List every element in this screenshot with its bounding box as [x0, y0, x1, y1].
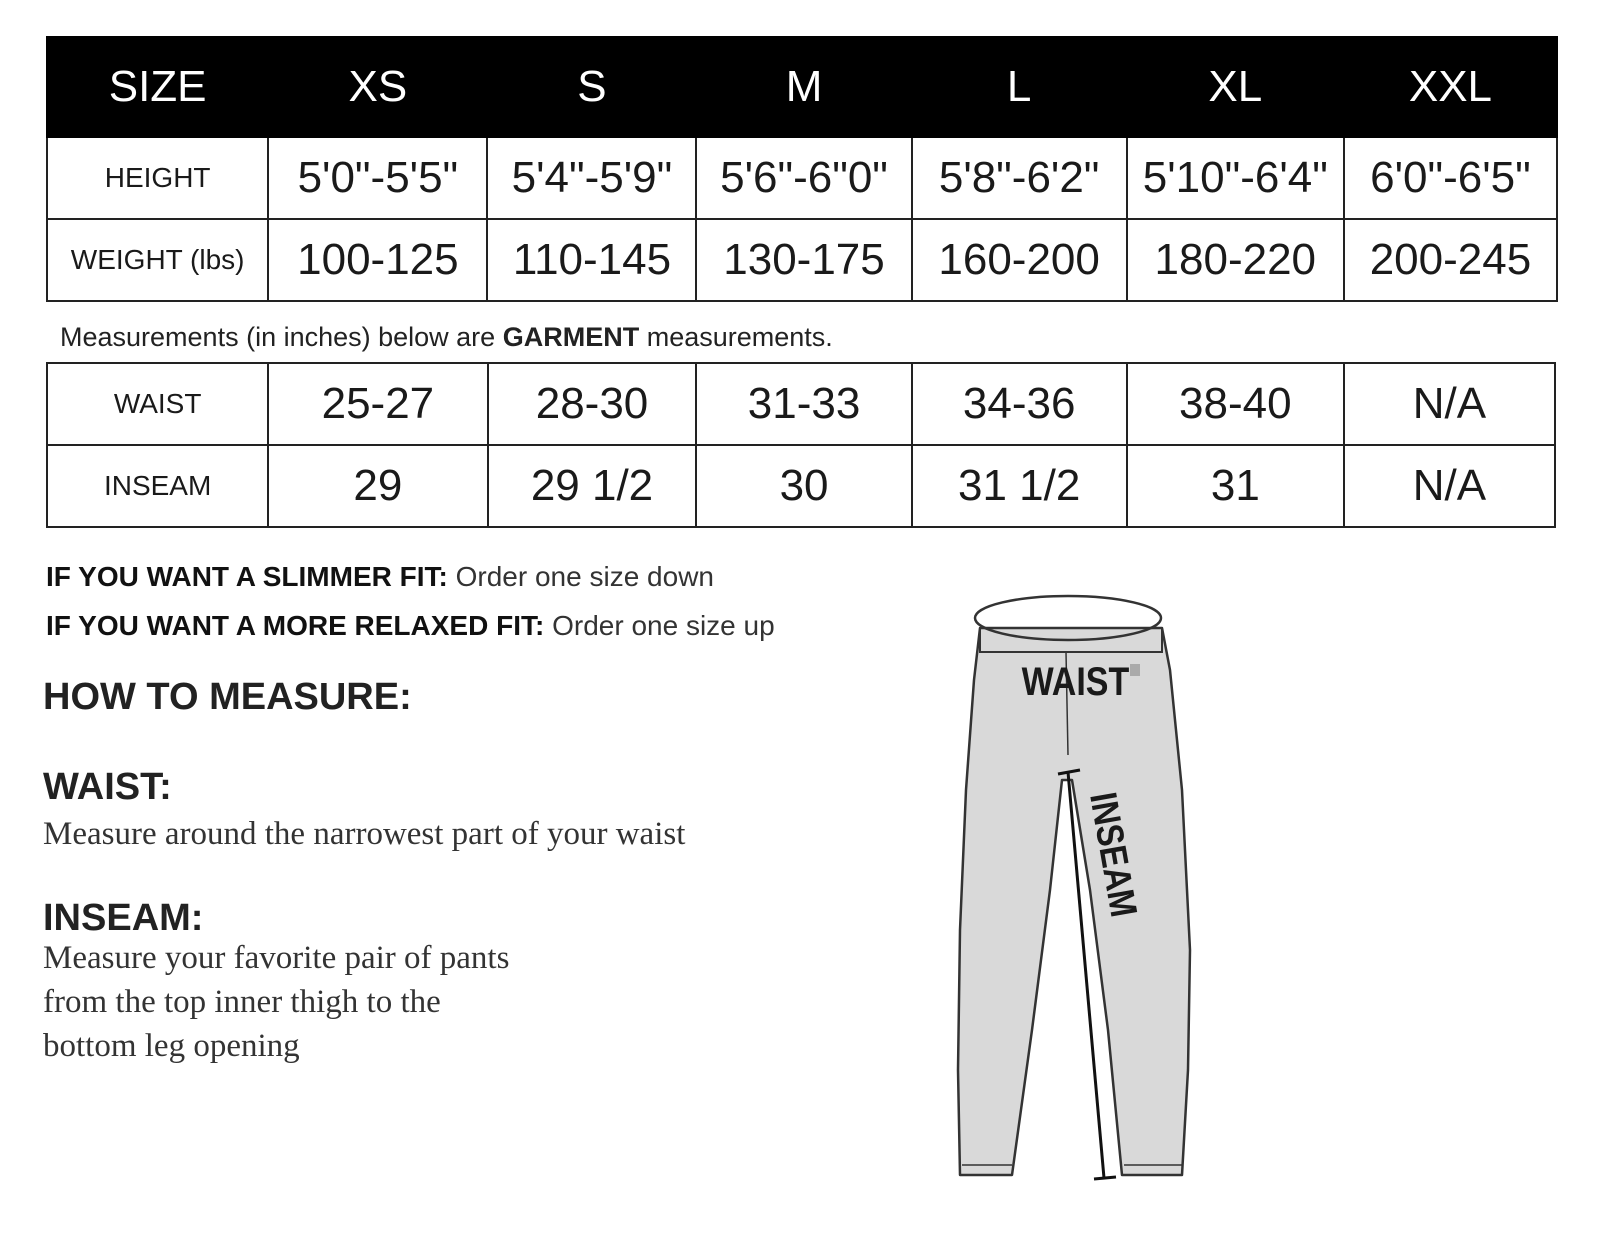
- size-xl: XL: [1127, 37, 1344, 137]
- waist-label: WAIST: [47, 363, 268, 445]
- slimmer-fit-text: Order one size down: [447, 561, 714, 592]
- note-text-bold: GARMENT: [502, 322, 640, 352]
- size-header-row: [47, 37, 1557, 137]
- waist-heading: WAIST:: [43, 766, 172, 808]
- table-cell: 29: [268, 445, 487, 527]
- size-header-label: SIZE: [47, 37, 268, 137]
- size-chart-table: [46, 36, 1558, 302]
- size-l: L: [912, 37, 1127, 137]
- table-cell: 25-27: [268, 363, 487, 445]
- table-cell: 110-145: [487, 219, 696, 301]
- waist-row: [47, 363, 1555, 445]
- height-row: [47, 137, 1557, 219]
- inseam-description: Measure your favorite pair of pants from the top inner thigh to the bottom leg opening: [43, 940, 510, 1064]
- table-cell: 28-30: [488, 363, 697, 445]
- table-cell: 38-40: [1127, 363, 1344, 445]
- relaxed-fit-tip: [46, 610, 775, 642]
- note-text-after: measurements.: [639, 322, 833, 352]
- note-text-before: Measurements (in inches) below are: [60, 322, 503, 352]
- inseam-row: [47, 445, 1555, 527]
- height-label: HEIGHT: [47, 137, 268, 219]
- how-to-measure-heading: HOW TO MEASURE:: [43, 676, 412, 718]
- relaxed-fit-label: IF YOU WANT A MORE RELAXED FIT:: [46, 610, 545, 641]
- weight-label: WEIGHT (lbs): [47, 219, 268, 301]
- table-cell: N/A: [1344, 445, 1555, 527]
- garment-measurements-table: [46, 362, 1556, 528]
- table-cell: 130-175: [696, 219, 911, 301]
- relaxed-fit-text: Order one size up: [544, 610, 775, 641]
- table-cell: 100-125: [268, 219, 487, 301]
- weight-row: [47, 219, 1557, 301]
- table-cell: 180-220: [1127, 219, 1344, 301]
- table-cell: 5'8"-6'2": [912, 137, 1127, 219]
- table-cell: 31: [1127, 445, 1344, 527]
- table-cell: 31-33: [696, 363, 911, 445]
- table-cell: 30: [696, 445, 911, 527]
- table-cell: 29 1/2: [488, 445, 697, 527]
- table-cell: N/A: [1344, 363, 1555, 445]
- inseam-label: INSEAM: [47, 445, 268, 527]
- logo-icon: [1130, 664, 1140, 676]
- size-xs: XS: [268, 37, 487, 137]
- slimmer-fit-label: IF YOU WANT A SLIMMER FIT:: [46, 561, 448, 592]
- pants-illustration: [940, 590, 1220, 1190]
- garment-measurements-note: [60, 322, 833, 353]
- pants-outline: [958, 628, 1190, 1175]
- size-s: S: [487, 37, 696, 137]
- table-cell: 200-245: [1344, 219, 1557, 301]
- size-m: M: [696, 37, 911, 137]
- slimmer-fit-tip: [46, 561, 714, 593]
- table-cell: 34-36: [912, 363, 1127, 445]
- table-cell: 5'10"-6'4": [1127, 137, 1344, 219]
- inseam-heading: INSEAM:: [43, 897, 204, 939]
- table-cell: 5'0"-5'5": [268, 137, 487, 219]
- table-cell: 31 1/2: [912, 445, 1127, 527]
- inseam-diagram-label: INSEAM: [1081, 789, 1145, 921]
- waist-description: Measure around the narrowest part of your waist: [43, 816, 686, 852]
- table-cell: 5'6"-6"0": [696, 137, 911, 219]
- size-xxl: XXL: [1344, 37, 1557, 137]
- table-cell: 5'4"-5'9": [487, 137, 696, 219]
- table-cell: 6'0"-6'5": [1344, 137, 1557, 219]
- table-cell: 160-200: [912, 219, 1127, 301]
- waist-diagram-label: WAIST: [1021, 658, 1130, 704]
